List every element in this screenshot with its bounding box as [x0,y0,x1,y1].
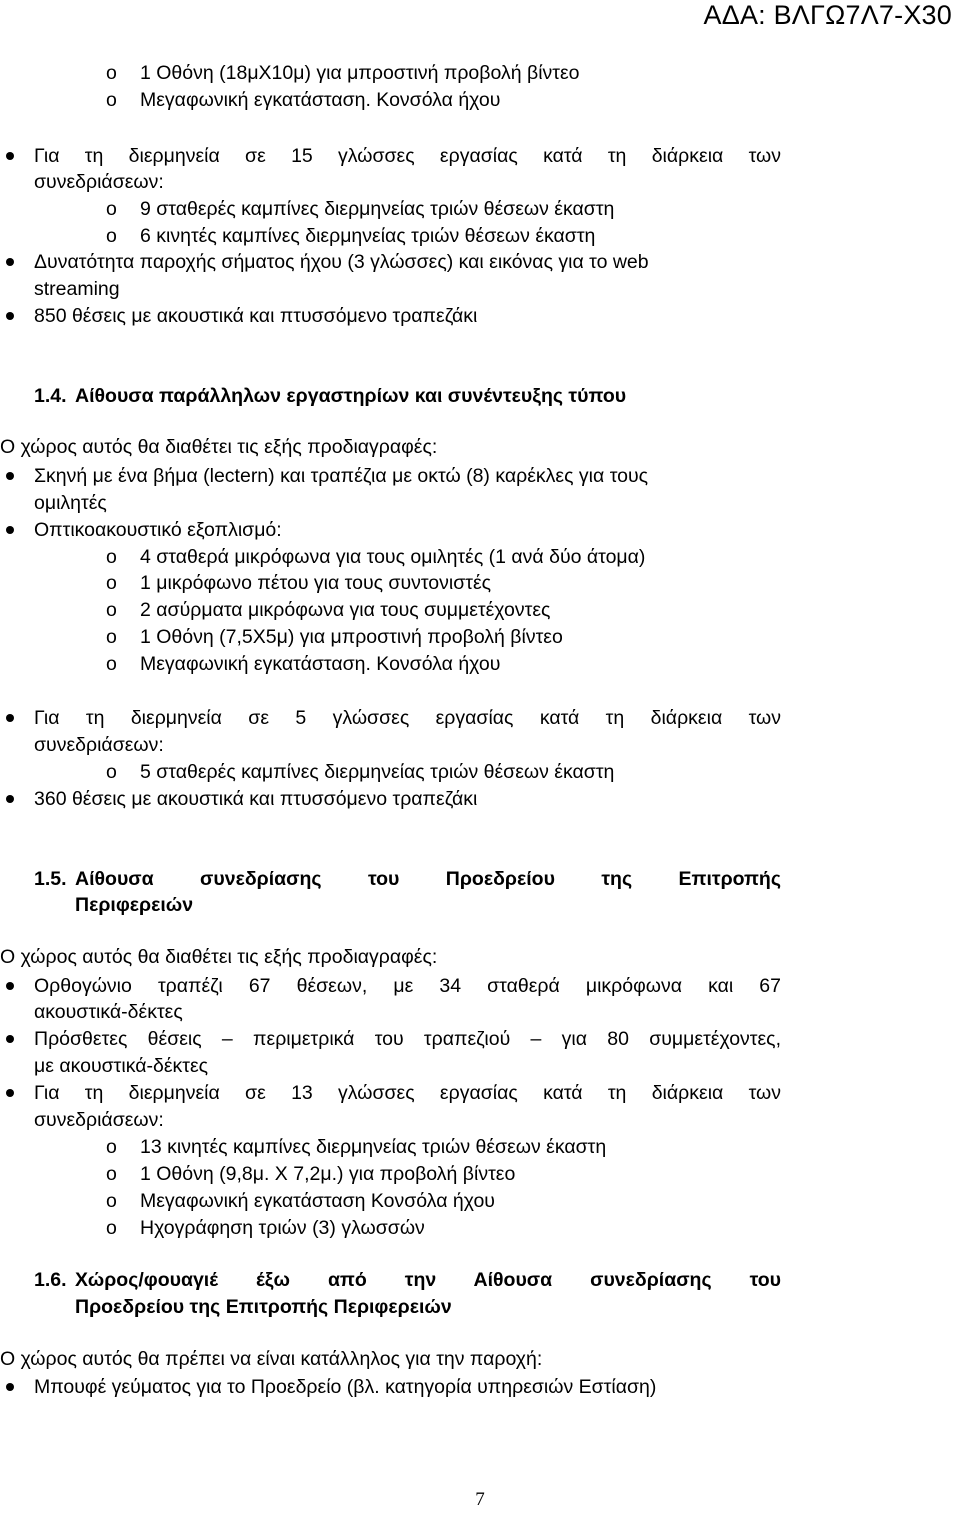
list-item: Για τη διερμηνεία σε 5 γλώσσες εργασίας κατά τη διάρκεια των [34,707,781,729]
list-item: Για τη διερμηνεία σε 15 γλώσσες εργασίας κατά τη διάρκεια των [34,145,781,167]
sub-bullet: o [106,1136,117,1158]
sub-bullet: o [106,546,117,568]
section-intro: Ο χώρος αυτός θα διαθέτει τις εξής προδιαγραφές: [0,436,438,458]
list-item: ακουστικά-δέκτες [34,1001,183,1023]
list-item: συνεδριάσεων: [34,171,164,193]
sub-bullet: o [106,572,117,594]
list-item: 1 μικρόφωνο πέτου για τους συντονιστές [140,572,492,594]
sub-bullet: o [106,599,117,621]
list-item: Μεγαφωνική εγκατάσταση Κονσόλα ήχου [140,1190,495,1212]
list-item: streaming [34,278,120,300]
sub-bullet: o [106,1163,117,1185]
bullet-dot [6,526,14,534]
sub-bullet: o [106,626,117,648]
sub-bullet: o [106,761,117,783]
section-title: Χώρος/φουαγιέ έξω από την Αίθουσα συνεδρίασης του [75,1269,781,1291]
list-item: Μπουφέ γεύματος για το Προεδρείο (βλ. κατηγορία υπηρεσιών Εστίαση) [34,1376,657,1398]
list-item: Οπτικοακουστικό εξοπλισμό: [34,519,282,541]
list-item: Δυνατότητα παροχής σήματος ήχου (3 γλώσσες) και εικόνας για το web [34,251,649,273]
bullet-dot [6,1035,14,1043]
sub-bullet: o [106,1190,117,1212]
section-intro: Ο χώρος αυτός θα διαθέτει τις εξής προδιαγραφές: [0,946,438,968]
list-item: συνεδριάσεων: [34,734,164,756]
page-number: 7 [475,1489,485,1510]
list-item: Μεγαφωνική εγκατάσταση. Κονσόλα ήχου [140,89,501,111]
bullet-dot [6,714,14,722]
list-item: 1 Οθόνη (18μΧ10μ) για μπροστινή προβολή βίντεο [140,62,580,84]
list-item: 4 σταθερά μικρόφωνα για τους ομιλητές (1 ανά δύο άτομα) [140,546,646,568]
bullet-dot [6,1089,14,1097]
section-number: 1.6. [34,1269,67,1291]
document-id-header: ΑΔΑ: ΒΛΓΩ7Λ7-Χ30 [703,0,952,30]
list-item: Ορθογώνιο τραπέζι 67 θέσεων, με 34 σταθερά μικρόφωνα και 67 [34,975,781,997]
list-item: 1 Οθόνη (7,5Χ5μ) για μπροστινή προβολή βίντεο [140,626,563,648]
list-item: ομιλητές [34,492,107,514]
bullet-dot [6,258,14,266]
section-title: Αίθουσα συνεδρίασης του Προεδρείου της Επιτροπής [75,868,781,890]
list-item: 1 Οθόνη (9,8μ. Χ 7,2μ.) για προβολή βίντεο [140,1163,516,1185]
bullet-dot [6,472,14,480]
bullet-dot [6,795,14,803]
list-item: Μεγαφωνική εγκατάσταση. Κονσόλα ήχου [140,653,501,675]
list-item: Ηχογράφηση τριών (3) γλωσσών [140,1217,425,1239]
list-item: 9 σταθερές καμπίνες διερμηνείας τριών θέσεων έκαστη [140,198,615,220]
section-intro: Ο χώρος αυτός θα πρέπει να είναι κατάλληλος για την παροχή: [0,1348,543,1370]
bullet-dot [6,312,14,320]
bullet-dot [6,982,14,990]
sub-bullet: o [106,653,117,675]
section-title: Αίθουσα παράλληλων εργαστηρίων και συνέντευξης τύπου [75,385,627,407]
list-item: 850 θέσεις με ακουστικά και πτυσσόμενο τραπεζάκι [34,305,478,327]
section-number: 1.4. [34,385,67,407]
section-number: 1.5. [34,868,67,890]
section-title: Περιφερειών [75,894,194,916]
list-item: Σκηνή με ένα βήμα (lectern) και τραπέζια με οκτώ (8) καρέκλες για τους [34,465,649,487]
list-item: με ακουστικά-δέκτες [34,1055,209,1077]
sub-bullet: o [106,89,117,111]
bullet-dot [6,1383,14,1391]
sub-bullet: o [106,1217,117,1239]
list-item: συνεδριάσεων: [34,1109,164,1131]
bullet-dot [6,152,14,160]
list-item: 360 θέσεις με ακουστικά και πτυσσόμενο τραπεζάκι [34,788,478,810]
sub-bullet: o [106,225,117,247]
list-item: 6 κινητές καμπίνες διερμηνείας τριών θέσεων έκαστη [140,225,596,247]
list-item: 2 ασύρματα μικρόφωνα για τους συμμετέχοντες [140,599,551,621]
list-item: Πρόσθετες θέσεις – περιμετρικά του τραπεζιού – για 80 συμμετέχοντες, [34,1028,781,1050]
list-item: 13 κινητές καμπίνες διερμηνείας τριών θέσεων έκαστη [140,1136,607,1158]
list-item: Για τη διερμηνεία σε 13 γλώσσες εργασίας κατά τη διάρκεια των [34,1082,781,1104]
sub-bullet: o [106,198,117,220]
section-title: Προεδρείου της Επιτροπής Περιφερειών [75,1296,452,1318]
list-item: 5 σταθερές καμπίνες διερμηνείας τριών θέσεων έκαστη [140,761,615,783]
sub-bullet: o [106,62,117,84]
